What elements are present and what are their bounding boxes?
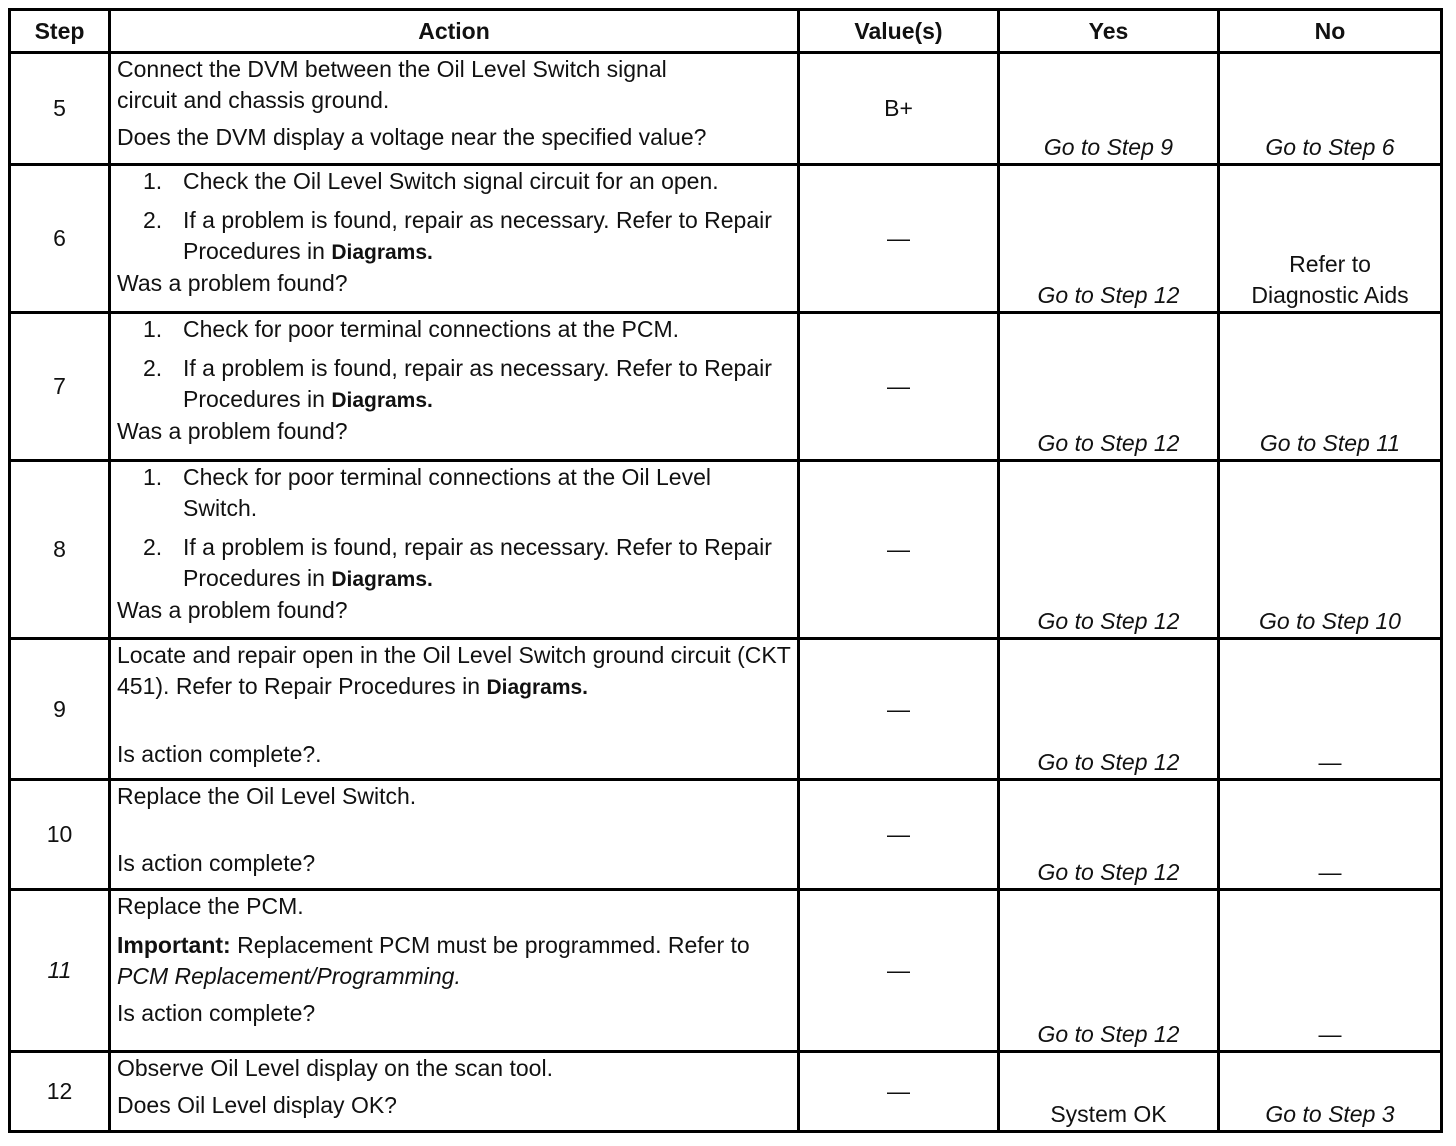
action-question: Is action complete?. [117, 741, 322, 767]
header-yes: Yes [999, 10, 1219, 53]
table-row [10, 53, 1442, 165]
action-question: Was a problem found? [117, 597, 348, 623]
list-item [117, 532, 791, 595]
step-number: 11 [10, 890, 110, 1052]
diagrams-reference: Diagrams. [331, 568, 433, 591]
item-text: If a problem is found, repair as necessary. Refer to Repair Procedures in [183, 355, 772, 412]
action-text-body: Locate and repair open in the Oil Level Switch ground circuit (CKT 451). Refer to Repair Procedures in [117, 642, 791, 699]
table-row [10, 461, 1442, 639]
yes-cell: Go to Step 9 [999, 53, 1219, 165]
value-cell: — [799, 461, 999, 639]
yes-cell: Go to Step 12 [999, 461, 1219, 639]
diagrams-reference: Diagrams. [486, 676, 589, 699]
list-item [117, 353, 791, 416]
step-number: 5 [10, 53, 110, 165]
value-cell: — [799, 165, 999, 313]
item-text: Check the Oil Level Switch signal circuit for an open. [183, 168, 719, 194]
important-label: Important: [117, 932, 231, 958]
step-number: 6 [10, 165, 110, 313]
yes-cell: Go to Step 12 [999, 165, 1219, 313]
value-cell: B+ [799, 53, 999, 165]
action-cell [110, 53, 799, 165]
item-text: If a problem is found, repair as necessary. Refer to Repair Procedures in [183, 207, 772, 264]
action-question: Is action complete? [117, 1000, 316, 1026]
header-step: Step [10, 10, 110, 53]
step-number: 12 [10, 1052, 110, 1132]
list-item [117, 462, 791, 524]
table-row [10, 639, 1442, 780]
diagrams-reference: Diagrams. [331, 241, 433, 264]
no-cell: — [1219, 890, 1442, 1052]
item-text: If a problem is found, repair as necessary. Refer to Repair Procedures in [183, 534, 772, 591]
yes-cell: Go to Step 12 [999, 313, 1219, 461]
header-no: No [1219, 10, 1442, 53]
step-number: 10 [10, 780, 110, 890]
action-cell [110, 165, 799, 313]
list-item [117, 166, 791, 197]
no-cell: Go to Step 11 [1219, 313, 1442, 461]
table-row [10, 890, 1442, 1052]
no-cell: Go to Step 6 [1219, 53, 1442, 165]
yes-cell: Go to Step 12 [999, 639, 1219, 780]
step-number: 9 [10, 639, 110, 780]
yes-cell: Go to Step 12 [999, 890, 1219, 1052]
item-number: 1. [143, 168, 163, 194]
table-row [10, 1052, 1442, 1132]
no-text: Refer to [1289, 251, 1371, 277]
action-steps-list [117, 166, 791, 268]
no-cell: Go to Step 3 [1219, 1052, 1442, 1132]
no-cell: — [1219, 780, 1442, 890]
action-cell [110, 1052, 799, 1132]
value-cell: — [799, 890, 999, 1052]
action-cell [110, 890, 799, 1052]
action-text: Connect the DVM between the Oil Level Switch signal [117, 56, 667, 82]
diagrams-reference: Diagrams. [331, 389, 433, 412]
list-item [117, 205, 791, 268]
item-number: 1. [143, 464, 163, 490]
action-question: Does Oil Level display OK? [117, 1092, 397, 1118]
value-cell: — [799, 1052, 999, 1132]
no-cell [1219, 165, 1442, 313]
item-number: 1. [143, 316, 163, 342]
action-cell [110, 639, 799, 780]
value-cell: — [799, 639, 999, 780]
action-cell [110, 780, 799, 890]
action-steps-list [117, 462, 791, 595]
item-number: 2. [143, 355, 163, 381]
pcm-replacement-reference: PCM Replacement/Programming. [117, 963, 461, 989]
value-cell: — [799, 780, 999, 890]
diagnostic-table [8, 8, 1443, 1133]
no-text: Diagnostic Aids [1251, 282, 1409, 308]
action-text [117, 640, 791, 703]
table-row [10, 165, 1442, 313]
header-action: Action [110, 10, 799, 53]
action-text: Replace the Oil Level Switch. [117, 783, 417, 809]
no-cell: Go to Step 10 [1219, 461, 1442, 639]
step-number: 8 [10, 461, 110, 639]
item-number: 2. [143, 207, 163, 233]
action-question: Was a problem found? [117, 418, 348, 444]
step-number: 7 [10, 313, 110, 461]
yes-cell: System OK [999, 1052, 1219, 1132]
action-question: Was a problem found? [117, 270, 348, 296]
action-cell [110, 461, 799, 639]
action-cell [110, 313, 799, 461]
item-text: Check for poor terminal connections at the Oil Level Switch. [183, 464, 711, 521]
action-steps-list [117, 314, 791, 416]
no-cell: — [1219, 639, 1442, 780]
value-cell: — [799, 313, 999, 461]
table-row [10, 780, 1442, 890]
action-question: Does the DVM display a voltage near the specified value? [117, 124, 707, 150]
list-item [117, 314, 791, 345]
table-header-row [10, 10, 1442, 53]
action-text: Replace the PCM. [117, 893, 304, 919]
item-text: Check for poor terminal connections at the PCM. [183, 316, 680, 342]
important-note [117, 930, 791, 992]
action-question: Is action complete? [117, 850, 316, 876]
header-values: Value(s) [799, 10, 999, 53]
action-text: circuit and chassis ground. [117, 87, 390, 113]
yes-cell: Go to Step 12 [999, 780, 1219, 890]
item-number: 2. [143, 534, 163, 560]
table-row [10, 313, 1442, 461]
action-text: Observe Oil Level display on the scan tool. [117, 1055, 553, 1081]
important-text: Replacement PCM must be programmed. Refer to [230, 932, 750, 958]
